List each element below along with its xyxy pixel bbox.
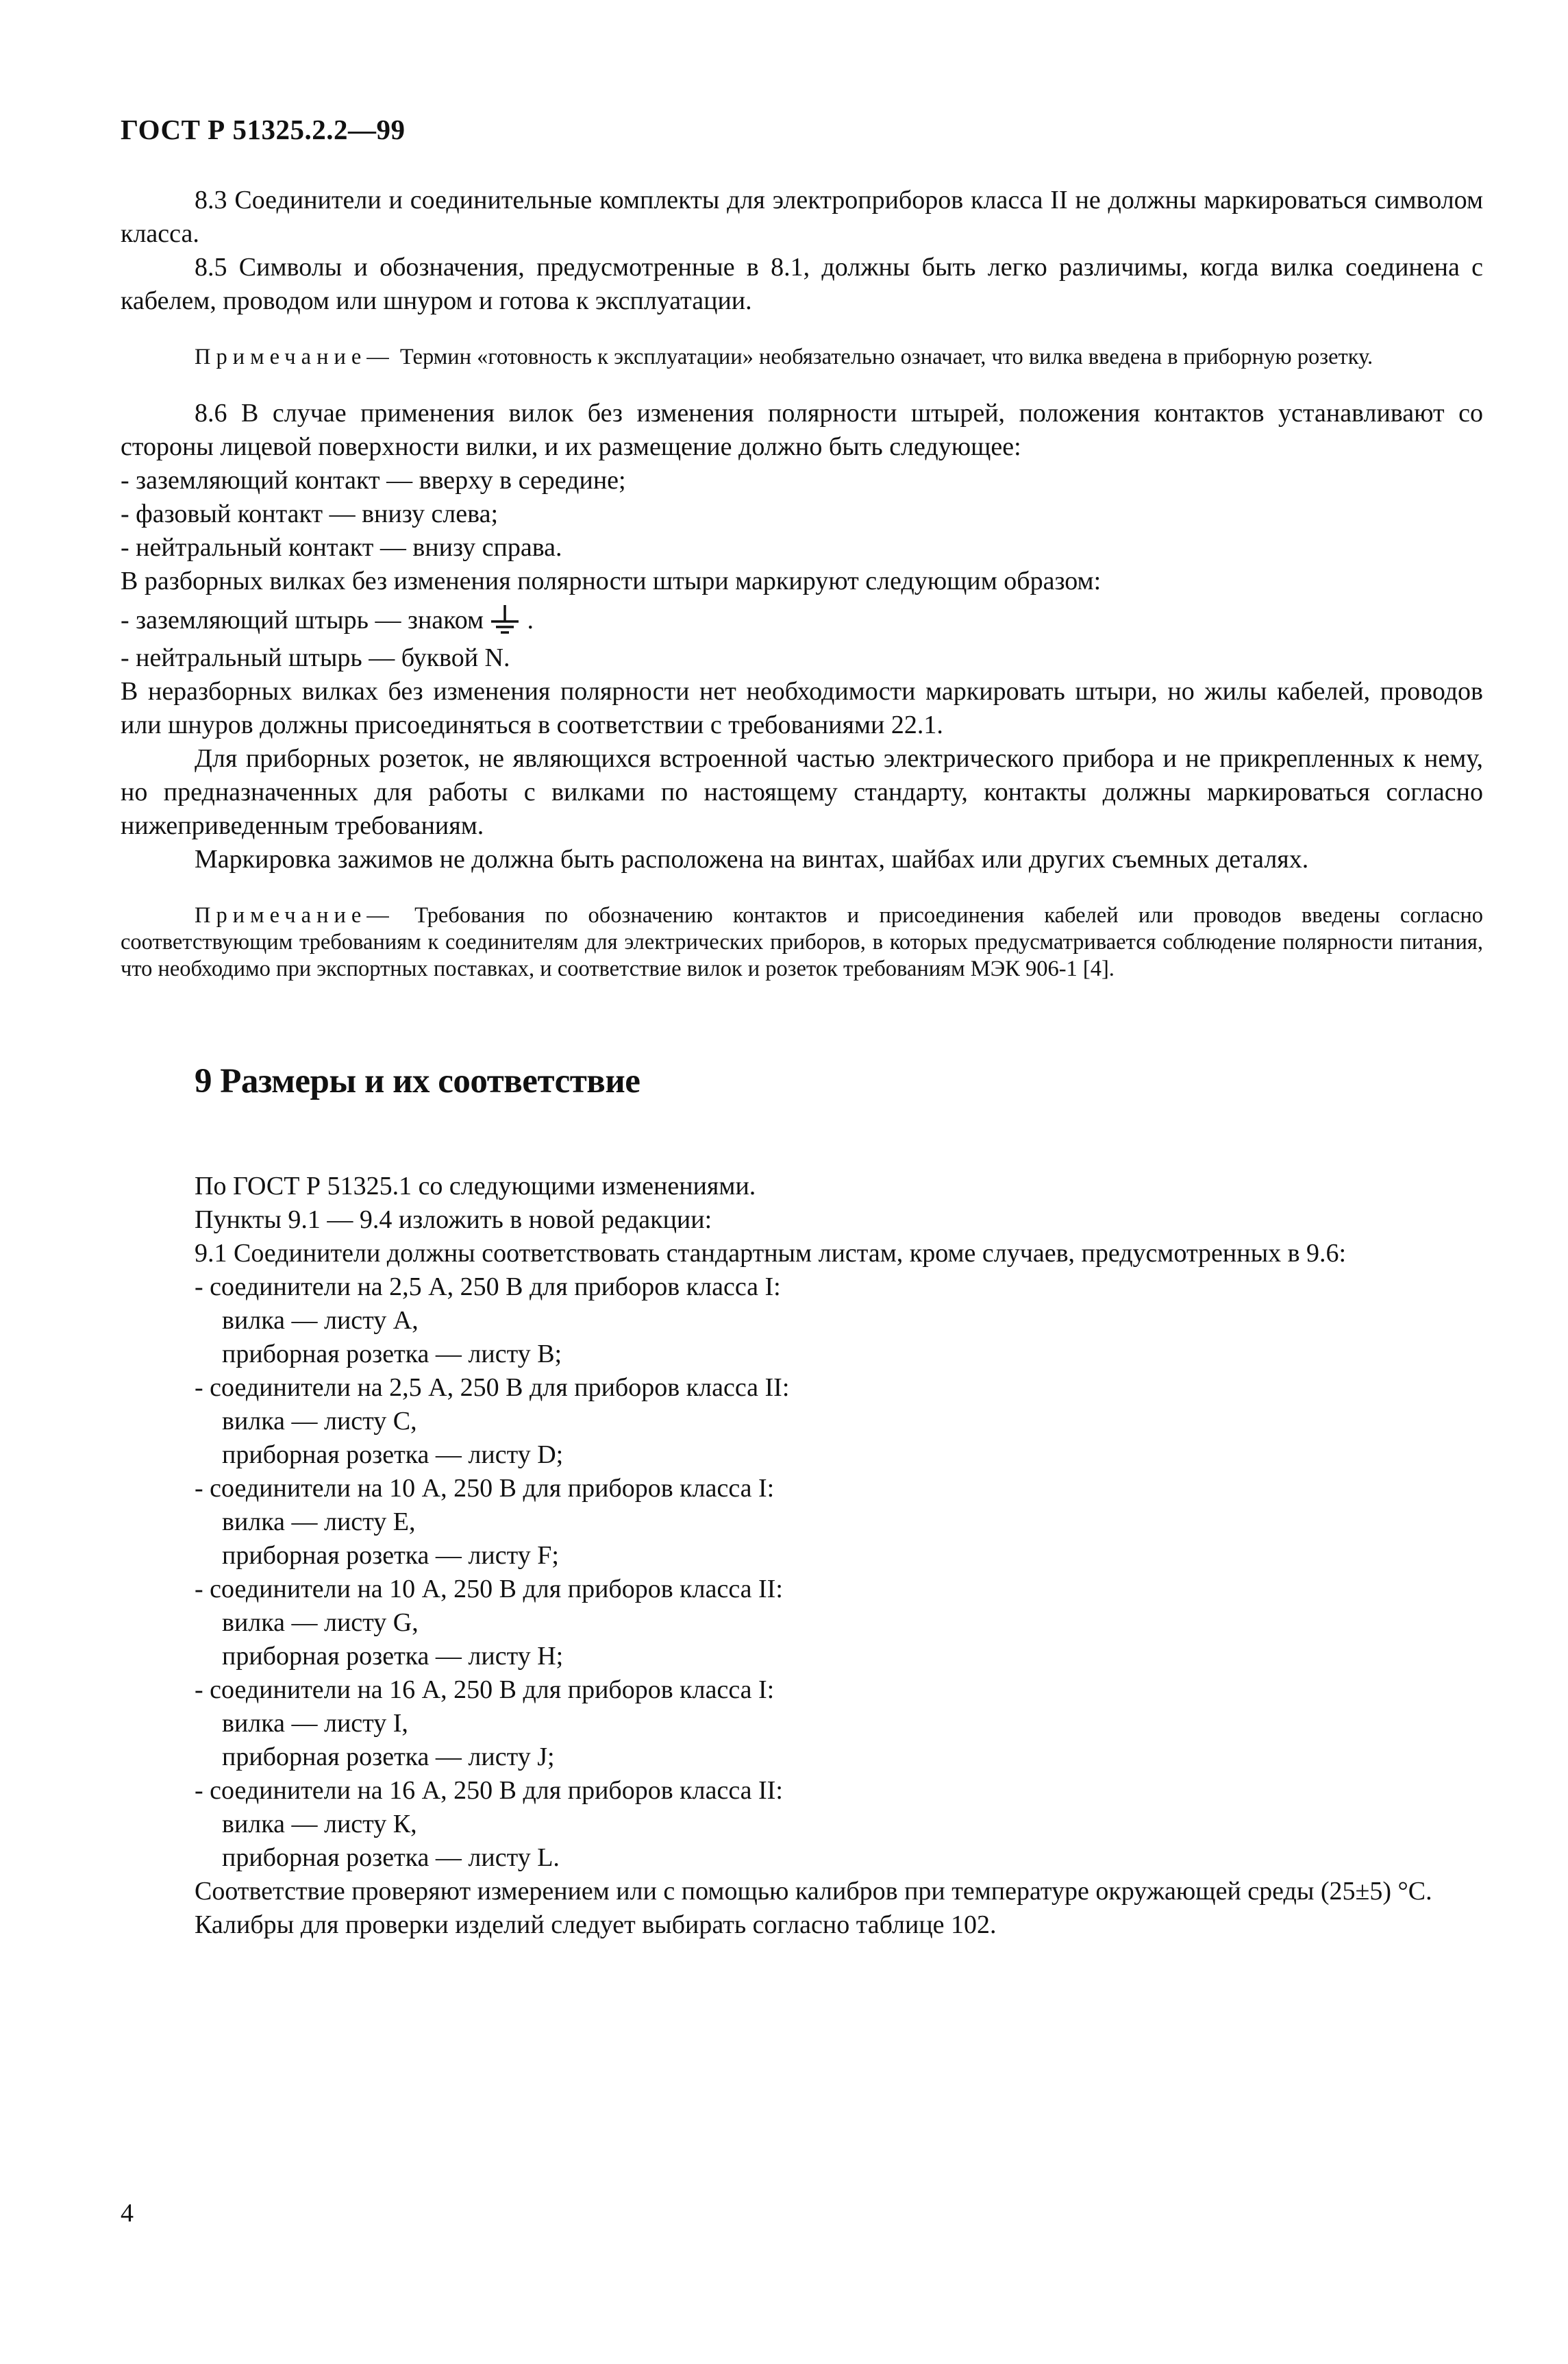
paragraph-8-3: 8.3 Соединители и соединительные комплекты для электроприборов класса II не должны маркироваться символом класса. [121, 186, 1483, 248]
connector-plug: вилка — листу К, [222, 1810, 417, 1838]
list-item-contact: - заземляющий контакт — вверху в середине; [121, 466, 626, 495]
paragraph-rozetki: Для приборных розеток, не являющихся встроенной частью электрического прибора и не прикрепленных к нему, но предназначенных для работы с вилками по настоящему стандарту, контакты должны маркироваться согласно нижеприведенным требованиям. [121, 744, 1483, 840]
list-item-contact: - фазовый контакт — внизу слева; [121, 500, 498, 528]
note-2 [121, 902, 1483, 983]
paragraph-8-6: 8.6 В случае применения вилок без изменения полярности штырей, положения контактов устанавливают со стороны лицевой поверхности вилки, и их размещение должно быть следующее: [121, 399, 1483, 461]
paragraph-nerazbor: В неразборных вилках без изменения полярности нет необходимости маркировать штыри, но жилы кабелей, проводов или шнуров должны присоединяться в соответствии с требованиями 22.1. [121, 677, 1483, 739]
connector-group [121, 1673, 1483, 1774]
page-number: 4 [121, 2199, 134, 2228]
list-item-ground-pin [121, 604, 1483, 637]
connector-head: - соединители на 10 А, 250 В для приборов класса II: [195, 1575, 783, 1603]
list-item-contact: - нейтральный контакт — внизу справа. [121, 533, 562, 562]
ground-symbol-icon [489, 605, 521, 635]
connector-socket: приборная розетка — листу В; [222, 1340, 562, 1368]
note-1 [121, 344, 1483, 371]
section-9-title: 9 Размеры и их соответствие [195, 1062, 640, 1100]
connector-plug: вилка — листу А, [222, 1306, 419, 1335]
connector-plug: вилка — листу С, [222, 1407, 417, 1436]
list-item-neutral-pin: - нейтральный штырь — буквой N. [121, 643, 510, 672]
connector-head: - соединители на 2,5 А, 250 В для приборов класса II: [195, 1373, 790, 1402]
note-label: Примечание— [195, 345, 395, 369]
section-9-line-2: Пункты 9.1 — 9.4 изложить в новой редакции: [195, 1205, 712, 1234]
connector-socket: приборная розетка — листу J; [222, 1743, 555, 1771]
paragraph-compliance: Соответствие проверяют измерением или с помощью калибров при температуре окружающей среды (25±5) °С. [195, 1877, 1432, 1906]
ground-pin-end: . [521, 606, 534, 635]
running-header: ГОСТ Р 51325.2.2—99 [121, 114, 406, 145]
connector-plug: вилка — листу Е, [222, 1507, 416, 1536]
paragraph-9-1: 9.1 Соединители должны соответствовать стандартным листам, кроме случаев, предусмотренных в 9.6: [195, 1239, 1347, 1268]
paragraph-calibers: Калибры для проверки изделий следует выбирать согласно таблице 102. [195, 1910, 997, 1939]
paragraph-markirovka: Маркировка зажимов не должна быть расположена на винтах, шайбах или других съемных деталях. [195, 845, 1309, 874]
connector-group [121, 1371, 1483, 1472]
connector-group [121, 1270, 1483, 1371]
note-label: Примечание— [195, 903, 395, 928]
paragraph-razbor: В разборных вилках без изменения полярности штыри маркируют следующим образом: [121, 567, 1102, 595]
ground-pin-text: - заземляющий штырь — знаком [121, 606, 484, 635]
connector-group [121, 1774, 1483, 1875]
connector-group [121, 1472, 1483, 1573]
connector-socket: приборная розетка — листу Н; [222, 1642, 564, 1671]
connector-group [121, 1573, 1483, 1673]
connector-head: - соединители на 2,5 А, 250 В для приборов класса I: [195, 1272, 781, 1301]
section-9-line-1: По ГОСТ Р 51325.1 со следующими изменениями. [195, 1172, 756, 1201]
connector-head: - соединители на 10 А, 250 В для приборов класса I: [195, 1474, 775, 1503]
connector-head: - соединители на 16 А, 250 В для приборов класса I: [195, 1675, 775, 1704]
connector-plug: вилка — листу G, [222, 1608, 419, 1637]
connector-socket: приборная розетка — листу D; [222, 1440, 564, 1469]
connector-head: - соединители на 16 А, 250 В для приборов класса II: [195, 1776, 783, 1805]
note-text: Термин «готовность к эксплуатации» необязательно означает, что вилка введена в приборную розетку. [394, 345, 1373, 369]
paragraph-8-5: 8.5 Символы и обозначения, предусмотренные в 8.1, должны быть легко различимы, когда вилка соединена с кабелем, проводом или шнуром и готова к эксплуатации. [121, 253, 1483, 315]
note-text: Требования по обозначению контактов и присоединения кабелей или проводов введены согласно соответствующим требованиям к соединителям для электрических приборов, в которых предусматривается соблюдение полярности питания, что необходимо при экспортных поставках, и соответствие вилок и розеток требованиям МЭК 906-1 [4]. [121, 903, 1483, 981]
connector-socket: приборная розетка — листу L. [222, 1843, 560, 1872]
connector-socket: приборная розетка — листу F; [222, 1541, 559, 1570]
connector-plug: вилка — листу I, [222, 1709, 408, 1738]
